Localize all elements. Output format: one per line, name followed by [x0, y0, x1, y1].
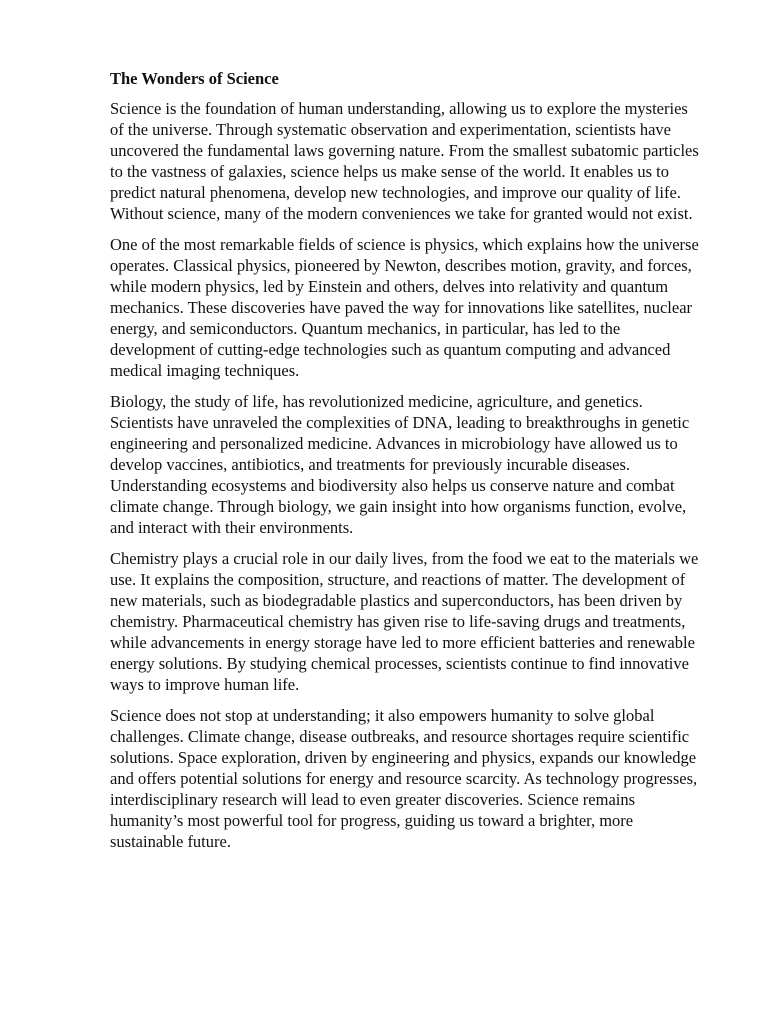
paragraph-physics: One of the most remarkable fields of science is physics, which explains how the universe operates. Classical physics, pioneered by Newton, describes motion, gravity, and forces, while modern physics, led by Einstein and others, delves into relativity and quantum mechanics. These discoveries have paved the way for innovations like satellites, nuclear energy, and semiconductors. Quantum mechanics, in particular, has led to the development of cutting-edge technologies such as quantum computing and advanced medical imaging techniques. — [110, 235, 699, 380]
document-title: The Wonders of Science — [110, 69, 279, 88]
paragraph-biology: Biology, the study of life, has revolutionized medicine, agriculture, and genetics. Scientists have unraveled the complexities of DNA, leading to breakthroughs in genetic engineering and personalized medicine. Advances in microbiology have allowed us to develop vaccines, antibiotics, and treatments for previously incurable diseases. Understanding ecosystems and biodiversity also helps us conserve nature and combat climate change. Through biology, we gain insight into how organisms function, evolve, and interact with their environments. — [110, 392, 690, 537]
paragraph-intro: Science is the foundation of human understanding, allowing us to explore the mysteries of the universe. Through systematic observation and experimentation, scientists have uncovered the fundamental laws governing nature. From the smallest subatomic particles to the vastness of galaxies, science helps us make sense of the world. It enables us to predict natural phenomena, develop new technologies, and improve our quality of life. Without science, many of the modern conveniences we take for granted would not exist. — [110, 99, 699, 223]
paragraph-chemistry: Chemistry plays a crucial role in our daily lives, from the food we eat to the materials we use. It explains the composition, structure, and reactions of matter. The development of new materials, such as biodegradable plastics and superconductors, has been driven by chemistry. Pharmaceutical chemistry has given rise to life-saving drugs and treatments, while advancements in energy storage have led to more efficient batteries and renewable energy solutions. By studying chemical processes, scientists continue to find innovative ways to improve human life. — [110, 549, 699, 694]
document-page — [110, 68, 700, 862]
paragraph-conclusion: Science does not stop at understanding; it also empowers humanity to solve global challenges. Climate change, disease outbreaks, and resource shortages require scientific solutions. Space exploration, driven by engineering and physics, expands our knowledge and offers potential solutions for energy and resource scarcity. As technology progresses, interdisciplinary research will lead to even greater discoveries. Science remains humanity’s most powerful tool for progress, guiding us toward a brighter, more sustainable future. — [110, 706, 698, 851]
